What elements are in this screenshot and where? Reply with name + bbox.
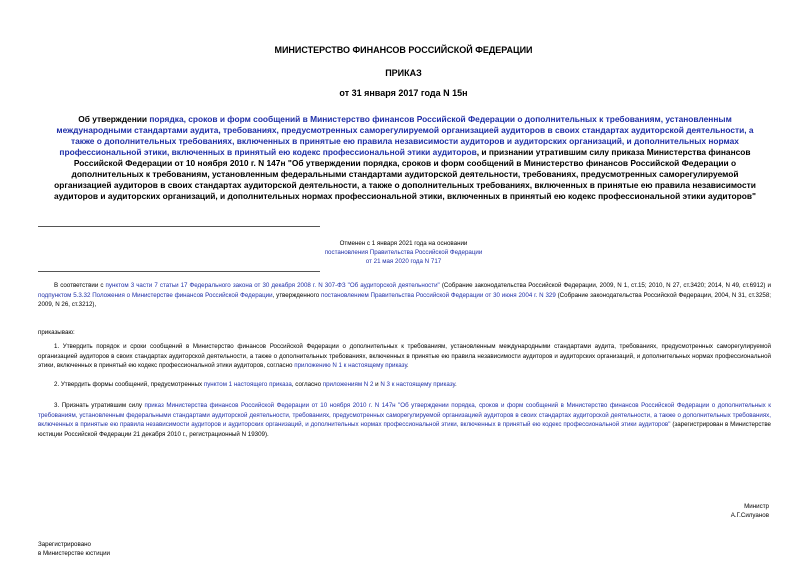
item-3-text-1: 3. Признать утратившим силу — [54, 402, 145, 409]
divider-top — [38, 226, 320, 227]
title-link[interactable]: порядка, сроков и форм сообщений в Министерство финансов Российской Федерации о дополнительных к требованиям, установленным международными стандартами аудита, требованиях, предусмотренных саморегулируемой организацией аудиторов в своих стандартах аудиторской деятельности, а также о дополнительных требованиях, включенных в принятые ею правила независимости аудиторов и аудиторских организаций, и дополнительных нормах профессиональной этики, включенных в принятый ею кодекс профессиональной этики аудиторов — [56, 114, 754, 157]
document-type: ПРИКАЗ — [385, 68, 422, 78]
item-3-paragraph — [38, 401, 771, 439]
document-date-number: от 31 января 2017 года N 15н — [339, 88, 468, 98]
order-word: приказываю: — [38, 329, 75, 336]
repeal-link-date[interactable]: от 21 мая 2020 года N 717 — [365, 258, 442, 265]
item-2-link-appendix-2[interactable]: приложениям N 2 — [322, 381, 374, 388]
item-1-link-appendix[interactable]: приложению N 1 к настоящему приказу — [294, 362, 407, 370]
registration-block — [38, 540, 110, 558]
divider-bottom — [38, 271, 320, 272]
item-2-text-4: . — [454, 381, 457, 388]
signature-block — [731, 502, 769, 520]
title-text-2: , и признании утратившим силу приказа Министерства финансов Российской Федерации от 10 ноября 2010 г. N 147н "Об утверждении порядка, сроков и форм сообщений в Министерство финансов Российской Федерации о дополнительных к требованиям, установленным федеральными стандартами аудиторской деятельности, требованиях, предусмотренных саморегулируемой организацией аудиторов в своих стандартах аудиторской деятельности, а также о дополнительных требованиях, включенных в принятые ею правила независимости аудиторов и аудиторских организаций, и дополнительных нормах профессиональной этики, включенных в принятый ею кодекс профессиональной этики аудиторов" — [53, 147, 757, 201]
item-2-text-2: , согласно — [291, 381, 323, 388]
signature-name: А.Г.Силуанов — [730, 512, 769, 519]
preamble-text-4: (Собрание законодательства Российской Федерации, 2004, N 31, ст.3258; 2009, N 26, ст.3212), — [38, 291, 771, 309]
repeal-line-1: Отменен с 1 января 2021 года на основании — [339, 240, 468, 247]
item-2-link-appendix-3[interactable]: N 3 к настоящему приказу — [380, 381, 455, 388]
preamble-text-2: (Собрание законодательства Российской Федерации, 2009, N 1, ст.15; 2010, N 27, ст.3420; 2014, N 49, ст.6912) и — [439, 282, 771, 289]
title-text-1: Об утверждении — [78, 114, 150, 124]
item-2-text-1: 2. Утвердить формы сообщений, предусмотренных — [54, 381, 204, 388]
preamble-link-law[interactable]: пунктом 3 части 7 статьи 17 Федерального закона от 30 декабря 2008 г. N 307-ФЗ "Об аудиторской деятельности" — [105, 282, 440, 289]
item-1-text-1: 1. Утвердить порядок и сроки сообщений в Министерство финансов Российской Федерации о дополнительных к требованиям, установленным международными стандартами аудита, требованиях, предусмотренных саморегулируемой организацией аудиторов в своих стандартах аудиторской деятельности, а также о дополнительных требованиях, включенных в принятые ею правила независимости аудиторов и аудиторских организаций, и дополнительных нормах профессиональной этики, включенных в принятый ею кодекс профессиональной этики аудиторов, согласно — [38, 343, 771, 370]
repeal-link[interactable]: постановления Правительства Российской Федерации — [324, 249, 483, 256]
item-3-text-2: (зарегистрирован в Министерстве юстиции Российской Федерации 21 декабря 2010 г., регистрационный N 19309). — [38, 421, 771, 438]
registration-line-1: Зарегистрировано — [38, 541, 91, 548]
preamble-text-3: , утвержденного — [272, 291, 321, 299]
item-2-paragraph — [38, 380, 771, 390]
item-3-link-order[interactable]: приказ Министерства финансов Российской Федерации от 10 ноября 2010 г. N 147н "Об утверждении порядка, сроков и форм сообщений в Министерство финансов Российской Федерации о дополнительных к требованиям, установленным федеральными стандартами аудиторской деятельности, требованиях, предусмотренных саморегулируемой организацией аудиторов в своих стандартах аудиторской деятельности, а также о дополнительных требованиях, включенных в принятые ею правила независимости аудиторов и аудиторских организаций, и дополнительных нормах профессиональной этики, включенных в принятый ею кодекс профессиональной этики аудиторов" — [38, 402, 771, 429]
repeal-note — [200, 239, 607, 266]
signature-position: Министр — [744, 503, 769, 510]
preamble-link-decree[interactable]: постановлением Правительства Российской Федерации от 30 июня 2004 г. N 329 — [321, 291, 556, 299]
ministry-header: МИНИСТЕРСТВО ФИНАНСОВ РОССИЙСКОЙ ФЕДЕРАЦИИ — [274, 45, 533, 55]
item-2-text-3: и — [373, 381, 381, 388]
preamble-text-1: В соответствии с — [54, 282, 106, 289]
registration-line-2: в Министерстве юстиции — [38, 550, 111, 557]
item-2-link-point[interactable]: пунктом 1 настоящего приказа — [203, 381, 292, 388]
item-1-text-2: . — [406, 362, 409, 370]
preamble-link-regulation[interactable]: подпунктом 5.3.32 Положения о Министерстве финансов Российской Федерации — [38, 291, 273, 299]
document-title — [45, 114, 765, 202]
preamble-paragraph — [38, 281, 771, 310]
item-1-paragraph — [38, 342, 771, 371]
